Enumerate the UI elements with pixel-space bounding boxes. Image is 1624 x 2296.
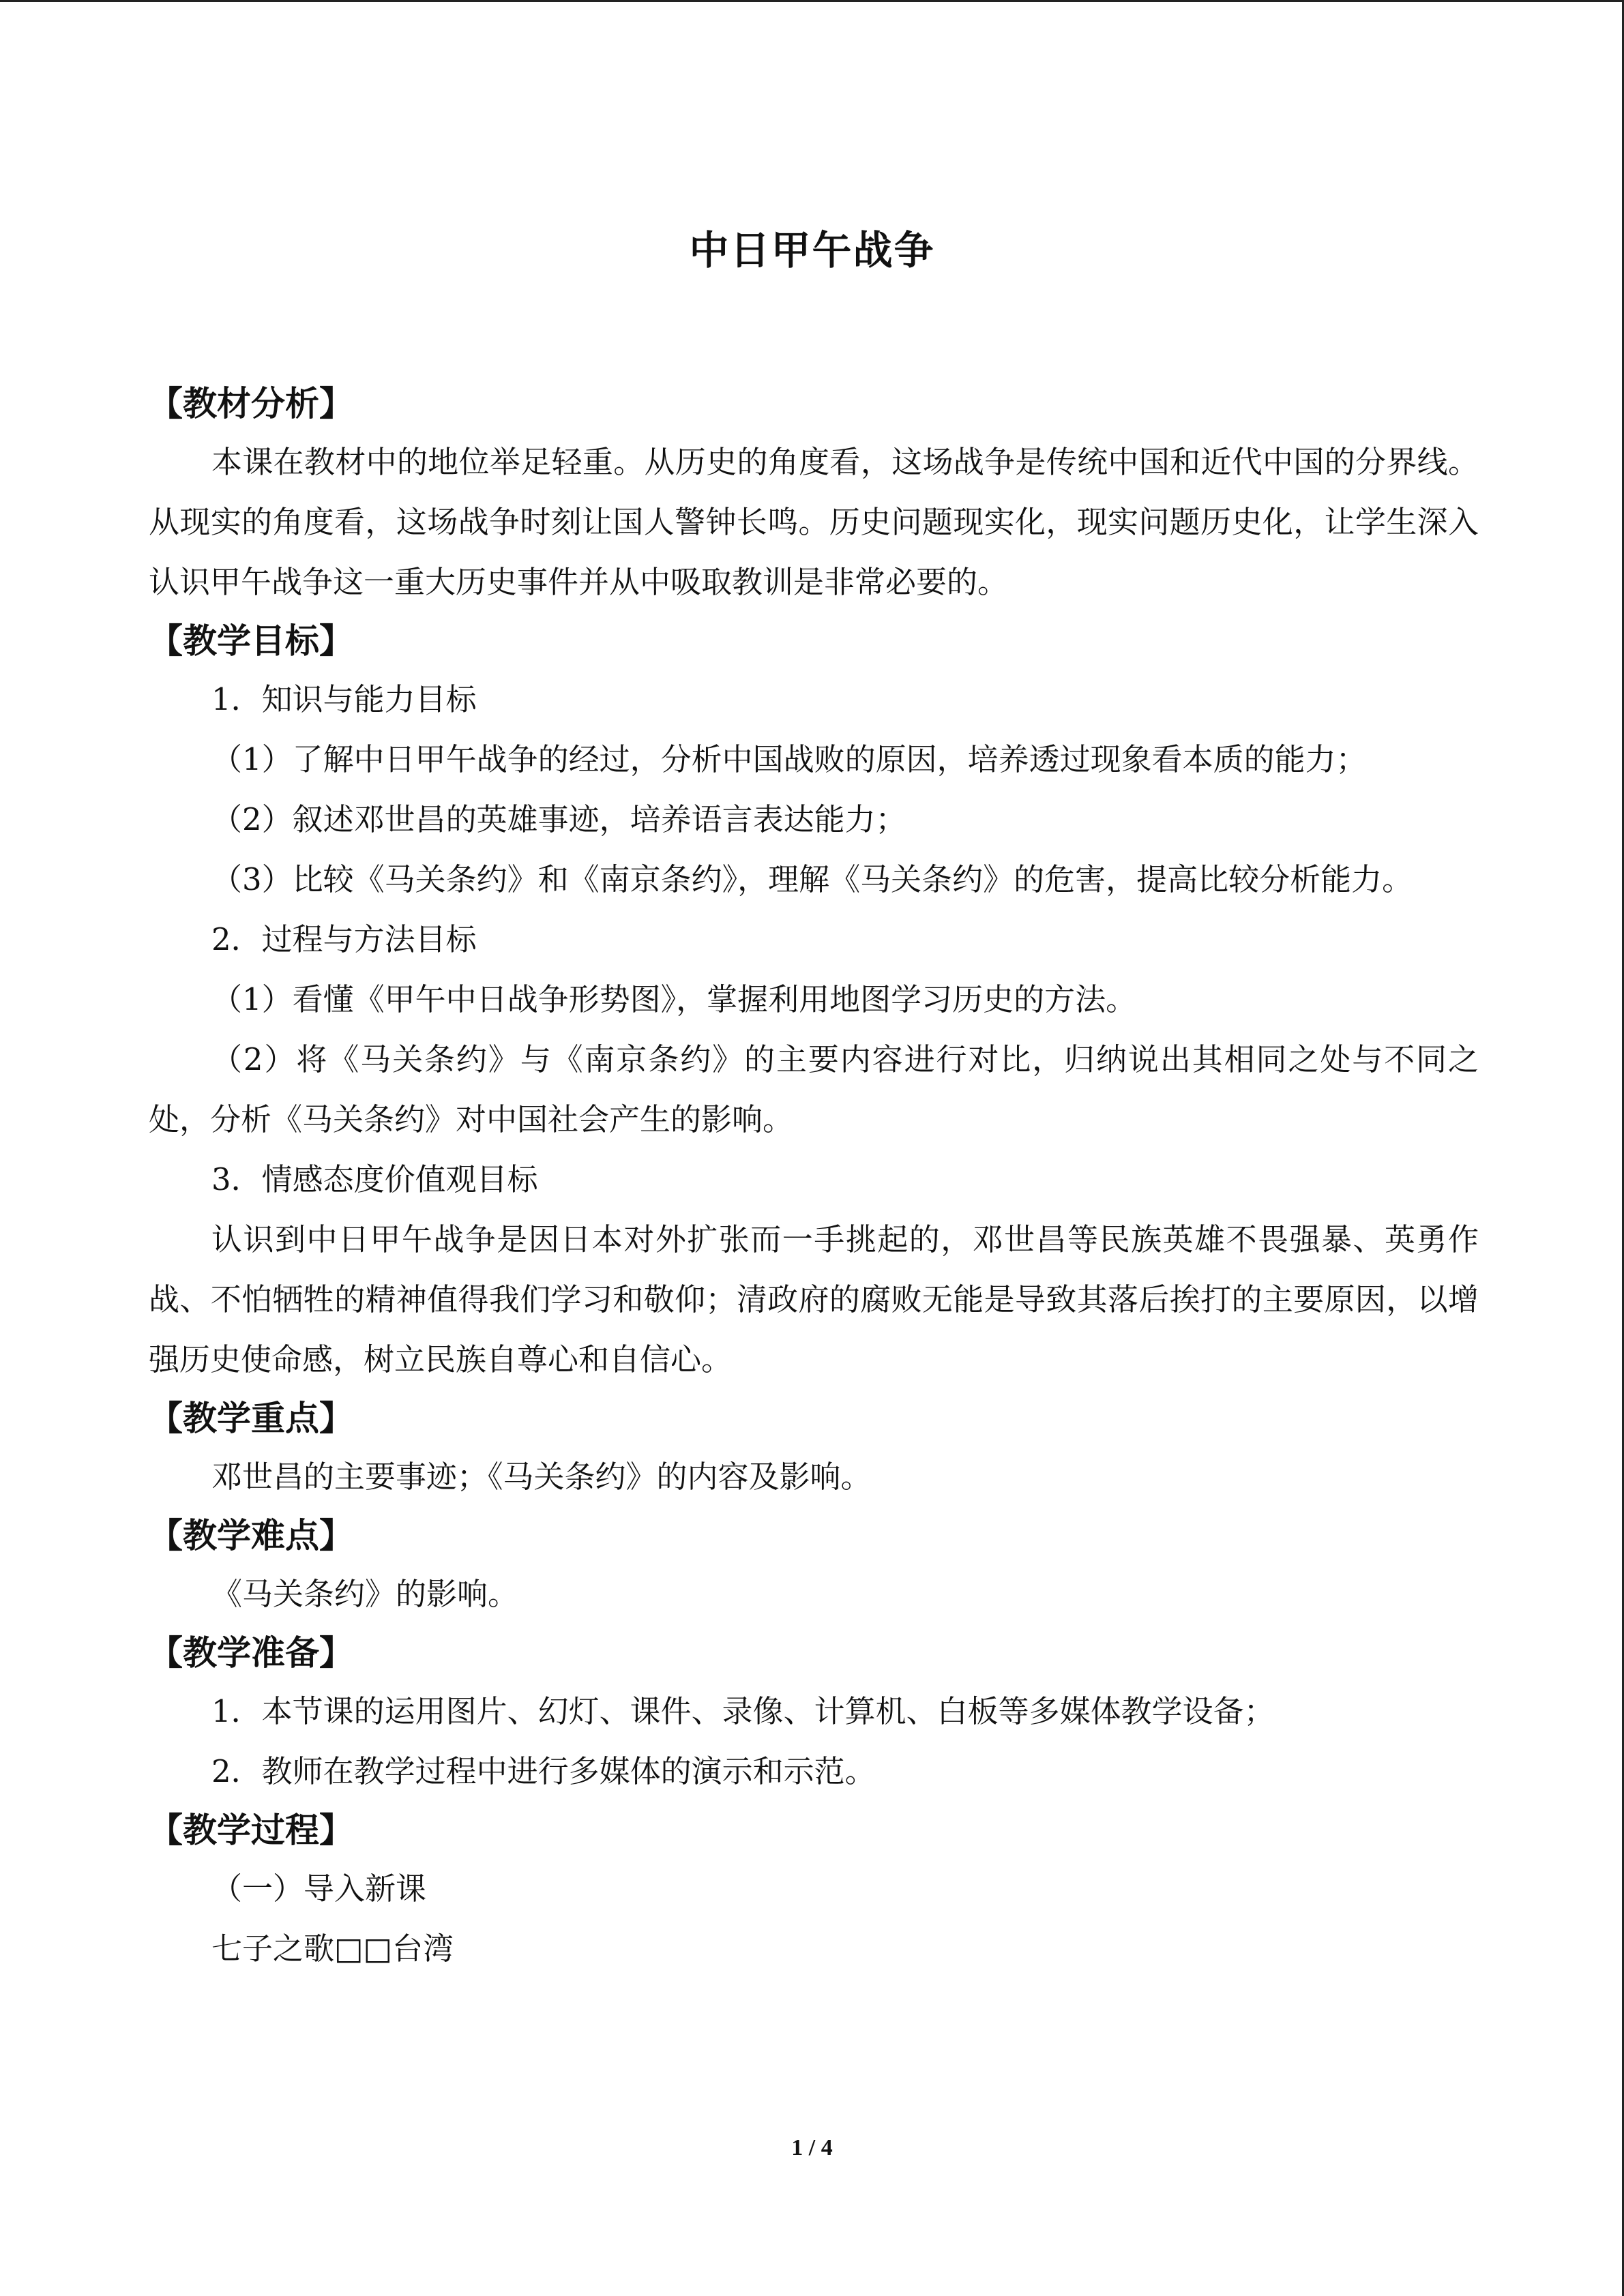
key-points-text: 邓世昌的主要事迹；《马关条约》的内容及影响。 [211, 1459, 872, 1495]
document-title: 中日甲午战争 [689, 227, 935, 273]
heading-teaching-goals: 【教学目标】 [149, 621, 353, 661]
goal-1-title: 1．知识与能力目标 [211, 681, 477, 717]
preparation-item-1: 1．本节课的运用图片、幻灯、课件、录像、计算机、白板等多媒体教学设备； [211, 1693, 1275, 1729]
goal-2-item-1: （1）看懂《甲午中日战争形势图》，掌握利用地图学习历史的方法。 [211, 981, 1137, 1017]
goal-3-title: 3．情感态度价值观目标 [211, 1161, 538, 1197]
analysis-paragraph: 本课在教材中的地位举足轻重。从历史的角度看，这场战争是传统中国和近代中国的分界线。从现实的角度看，这场战争时刻让国人警钟长鸣。历史问题现实化，现实问题历史化，让学生深入认识甲午战争这一重大历史事件并从中吸取教训是非常必要的。 [149, 444, 1479, 600]
heading-key-points: 【教学重点】 [149, 1399, 353, 1438]
heading-preparation: 【教学准备】 [149, 1633, 353, 1673]
heading-teaching-process: 【教学过程】 [149, 1810, 353, 1850]
preparation-item-2: 2．教师在教学过程中进行多媒体的演示和示范。 [211, 1753, 876, 1789]
page-number: 1 / 4 [791, 2135, 833, 2160]
goal-2-item-2: （2）将《马关条约》与《南京条约》的主要内容进行对比，归纳说出其相同之处与不同之处，分析《马关条约》对中国社会产生的影响。 [149, 1041, 1479, 1137]
process-song-line: 七子之歌□□台湾 [211, 1930, 454, 1967]
heading-difficulties: 【教学难点】 [149, 1516, 353, 1555]
page-border-top [0, 0, 1624, 2]
document-body [149, 375, 1479, 1979]
heading-textbook-analysis: 【教材分析】 [149, 384, 353, 423]
goal-2-title: 2．过程与方法目标 [211, 921, 477, 957]
difficulties-text: 《马关条约》的影响。 [211, 1576, 519, 1612]
process-step-1: （一）导入新课 [211, 1870, 427, 1907]
goal-3-paragraph: 认识到中日甲午战争是因日本对外扩张而一手挑起的，邓世昌等民族英雄不畏强暴、英勇作战、不怕牺牲的精神值得我们学习和敬仰；清政府的腐败无能是导致其落后挨打的主要原因，以增强历史使命感，树立民族自尊心和自信心。 [149, 1221, 1479, 1377]
goal-1-item-1: （1）了解中日甲午战争的经过，分析中国战败的原因，培养透过现象看本质的能力； [211, 741, 1367, 777]
goal-1-item-2: （2）叙述邓世昌的英雄事迹，培养语言表达能力； [211, 801, 906, 837]
goal-1-item-3: （3）比较《马关条约》和《南京条约》，理解《马关条约》的危害，提高比较分析能力。 [211, 861, 1413, 897]
